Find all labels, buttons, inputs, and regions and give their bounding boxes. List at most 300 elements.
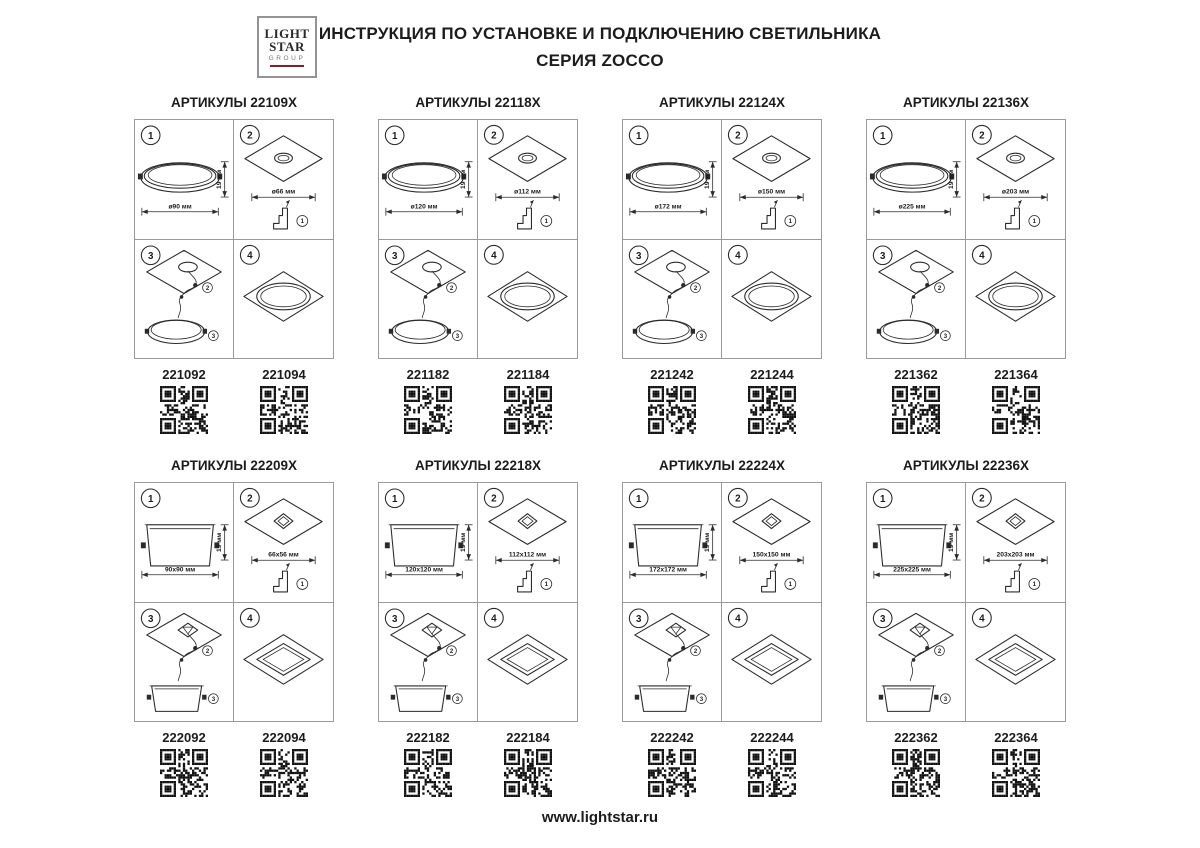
ceiling-profile-icon xyxy=(274,563,308,592)
wiring-connection-diagram xyxy=(379,240,477,359)
svg-text:2: 2 xyxy=(205,648,210,655)
installed-fixture-diagram xyxy=(722,603,821,722)
svg-text:3: 3 xyxy=(699,333,704,340)
square-fixture-icon xyxy=(147,686,207,711)
ceiling-profile-icon xyxy=(1006,200,1040,229)
fixture-dimensions-diagram xyxy=(135,483,233,602)
qr-code xyxy=(160,749,208,797)
step-4-cell xyxy=(234,240,333,359)
round-fixture-icon xyxy=(633,320,695,344)
step-2-cell xyxy=(478,120,577,240)
svg-text:3: 3 xyxy=(455,696,460,703)
svg-text:1: 1 xyxy=(391,493,398,505)
svg-text:1: 1 xyxy=(1032,581,1037,589)
ceiling-profile-icon xyxy=(762,563,796,592)
article-number: 222094 xyxy=(262,730,306,745)
square-hole-icon xyxy=(274,514,293,529)
ceiling-profile-icon xyxy=(518,200,552,229)
round-hole-icon xyxy=(763,153,781,163)
svg-text:1: 1 xyxy=(788,218,793,226)
step-1-cell xyxy=(135,483,234,603)
ceiling-panel-icon xyxy=(732,271,811,320)
wiring-connection-diagram xyxy=(623,603,721,722)
qr-code xyxy=(892,386,940,434)
svg-text:2: 2 xyxy=(937,648,942,655)
wiring-connection-diagram xyxy=(135,240,233,359)
svg-text:3: 3 xyxy=(943,333,948,340)
qr-code xyxy=(160,386,208,434)
svg-text:2: 2 xyxy=(247,493,253,505)
step-1-cell xyxy=(135,120,234,240)
step-2-cell xyxy=(234,120,333,240)
wire-icon xyxy=(178,634,197,681)
installed-square-light-icon xyxy=(745,643,798,675)
ceiling-profile-icon xyxy=(518,563,552,592)
wiring-connection-diagram xyxy=(135,603,233,722)
wire-icon xyxy=(422,271,441,318)
svg-text:225х225 мм: 225х225 мм xyxy=(893,566,931,574)
svg-text:19 мм: 19 мм xyxy=(948,169,956,189)
step-4-cell xyxy=(478,240,577,359)
svg-text:2: 2 xyxy=(449,285,454,292)
svg-text:3: 3 xyxy=(391,250,398,262)
square-fixture-icon xyxy=(635,686,695,711)
ceiling-panel-icon xyxy=(244,634,323,683)
logo-accent-bar xyxy=(270,65,304,67)
svg-text:1: 1 xyxy=(1032,218,1037,226)
svg-text:3: 3 xyxy=(391,613,398,625)
square-fixture-icon xyxy=(879,686,939,711)
article-item xyxy=(491,730,565,797)
article-item xyxy=(879,730,953,797)
square-fixture-side-view-icon xyxy=(385,525,463,566)
ceiling-cutout-diagram xyxy=(234,483,333,602)
ceiling-profile-icon xyxy=(274,200,308,229)
qr-code xyxy=(648,749,696,797)
article-item xyxy=(735,730,809,797)
article-number: 221184 xyxy=(506,367,550,382)
svg-text:3: 3 xyxy=(879,613,886,625)
qr-code xyxy=(648,386,696,434)
wire-icon xyxy=(178,271,197,318)
wiring-connection-diagram xyxy=(379,603,477,722)
installed-fixture-diagram xyxy=(478,603,577,722)
round-fixture-side-view-icon xyxy=(626,163,710,192)
round-fixture-icon xyxy=(389,320,451,344)
installed-round-light-icon xyxy=(257,283,310,310)
title-line-2: СЕРИЯ ZOCCO xyxy=(536,51,664,70)
square-hole-icon xyxy=(1006,514,1025,529)
qr-code xyxy=(260,749,308,797)
qr-code xyxy=(260,386,308,434)
width-dimension xyxy=(874,566,950,578)
round-hole-icon xyxy=(519,153,537,163)
ceiling-panel-icon xyxy=(635,613,709,656)
ceiling-cutout-diagram xyxy=(234,120,333,239)
height-dimension xyxy=(216,525,228,560)
height-dimension xyxy=(948,525,960,560)
hole-dimension xyxy=(496,552,559,564)
installed-fixture-diagram xyxy=(234,603,333,722)
svg-text:19 мм: 19 мм xyxy=(948,532,956,552)
article-number: 221242 xyxy=(650,367,694,382)
svg-text:ø150 мм: ø150 мм xyxy=(757,188,786,196)
installed-fixture-diagram xyxy=(966,603,1065,722)
article-item xyxy=(147,367,221,434)
ceiling-panel-icon xyxy=(879,613,953,656)
hole-dimension xyxy=(740,189,803,201)
article-number: 221362 xyxy=(894,367,938,382)
article-item xyxy=(247,730,321,797)
fixture-dimensions-diagram xyxy=(135,120,233,239)
instruction-panel xyxy=(134,458,334,797)
fixture-dimensions-diagram xyxy=(623,120,721,239)
installed-fixture-diagram xyxy=(966,240,1065,359)
svg-text:2: 2 xyxy=(693,648,698,655)
qr-code xyxy=(748,386,796,434)
ceiling-panel-icon xyxy=(976,634,1055,683)
svg-text:ø90 мм: ø90 мм xyxy=(168,203,192,211)
article-item xyxy=(147,730,221,797)
ceiling-panel-icon xyxy=(147,613,221,656)
step-1-cell xyxy=(867,120,966,240)
svg-text:2: 2 xyxy=(491,493,497,505)
logo-text-light: LIGHT xyxy=(264,25,310,41)
wiring-connection-diagram xyxy=(867,240,965,359)
square-fixture-icon xyxy=(391,686,451,711)
step-3-cell xyxy=(379,240,478,359)
panel-articles-title: АРТИКУЛЫ 22209X xyxy=(171,458,297,473)
qr-code xyxy=(504,749,552,797)
svg-text:90х90 мм: 90х90 мм xyxy=(164,566,196,574)
svg-text:1: 1 xyxy=(879,130,886,142)
ceiling-cutout-diagram xyxy=(966,483,1065,602)
article-number: 221092 xyxy=(162,367,206,382)
qr-code xyxy=(504,386,552,434)
panel-articles-title: АРТИКУЛЫ 22236X xyxy=(903,458,1029,473)
width-dimension xyxy=(386,566,462,578)
article-item xyxy=(635,730,709,797)
step-3-cell xyxy=(867,240,966,359)
svg-text:2: 2 xyxy=(735,493,741,505)
logo-text-group: GROUP xyxy=(268,55,306,63)
round-fixture-side-view-icon xyxy=(138,163,222,192)
round-fixture-icon xyxy=(145,320,207,344)
svg-text:1: 1 xyxy=(788,581,793,589)
step-1-cell xyxy=(379,120,478,240)
svg-text:1: 1 xyxy=(300,581,305,589)
website-url: www.lightstar.ru xyxy=(541,809,659,826)
round-hole-icon xyxy=(275,153,293,163)
qr-code xyxy=(992,749,1040,797)
width-dimension xyxy=(142,203,218,215)
article-number: 222244 xyxy=(750,730,794,745)
ceiling-panel-icon xyxy=(732,634,811,683)
installed-fixture-diagram xyxy=(234,240,333,359)
article-list xyxy=(147,730,321,797)
square-fixture-side-view-icon xyxy=(873,525,951,566)
step-4-cell xyxy=(966,603,1065,722)
svg-text:4: 4 xyxy=(247,250,253,262)
step-3-cell xyxy=(135,603,234,722)
step-3-cell xyxy=(867,603,966,722)
svg-text:4: 4 xyxy=(979,613,985,625)
wiring-connection-diagram xyxy=(867,603,965,722)
qr-code xyxy=(992,386,1040,434)
article-item xyxy=(735,367,809,434)
svg-text:112х112 мм: 112х112 мм xyxy=(508,551,547,559)
article-number: 222362 xyxy=(894,730,938,745)
instruction-panel xyxy=(378,95,578,434)
height-dimension xyxy=(704,162,716,197)
installed-square-light-icon xyxy=(501,643,554,675)
ceiling-panel-icon xyxy=(977,499,1054,545)
svg-text:3: 3 xyxy=(211,696,216,703)
instruction-panel xyxy=(134,95,334,434)
step-2-cell xyxy=(722,483,821,603)
article-item xyxy=(979,367,1053,434)
svg-text:150х150 мм: 150х150 мм xyxy=(752,551,791,559)
svg-text:1: 1 xyxy=(635,493,642,505)
ceiling-profile-icon xyxy=(762,200,796,229)
step-1-cell xyxy=(379,483,478,603)
round-fixture-side-view-icon xyxy=(870,163,954,192)
article-item xyxy=(391,730,465,797)
square-hole-icon xyxy=(762,514,781,529)
step-4-cell xyxy=(722,240,821,359)
step-4-cell xyxy=(722,603,821,722)
svg-text:1: 1 xyxy=(147,493,154,505)
ceiling-panel-icon xyxy=(977,136,1054,182)
article-number: 222092 xyxy=(162,730,206,745)
installation-steps-grid xyxy=(866,482,1066,722)
square-fixture-side-view-icon xyxy=(141,525,219,566)
article-number: 222182 xyxy=(406,730,450,745)
fixture-dimensions-diagram xyxy=(379,483,477,602)
installation-steps-grid xyxy=(622,482,822,722)
article-list xyxy=(147,367,321,434)
round-fixture-icon xyxy=(877,320,939,344)
logo-text-star: STAR xyxy=(269,39,305,54)
installation-steps-grid xyxy=(622,119,822,359)
installed-round-light-icon xyxy=(989,283,1042,310)
article-list xyxy=(879,367,1053,434)
height-dimension xyxy=(948,162,960,197)
fixture-dimensions-diagram xyxy=(623,483,721,602)
step-1-cell xyxy=(623,120,722,240)
step-1-cell xyxy=(867,483,966,603)
step-3-cell xyxy=(623,240,722,359)
ceiling-panel-icon xyxy=(733,499,810,545)
lightstar-logo xyxy=(257,16,317,78)
panel-articles-title: АРТИКУЛЫ 22224X xyxy=(659,458,785,473)
height-dimension xyxy=(704,525,716,560)
panel-articles-title: АРТИКУЛЫ 22136X xyxy=(903,95,1029,110)
step-2-cell xyxy=(722,120,821,240)
fixture-dimensions-diagram xyxy=(867,483,965,602)
svg-text:4: 4 xyxy=(735,250,741,262)
svg-text:19 мм: 19 мм xyxy=(216,169,224,189)
svg-text:19 мм: 19 мм xyxy=(460,169,468,189)
step-3-cell xyxy=(135,240,234,359)
width-dimension xyxy=(874,203,950,215)
step-2-cell xyxy=(234,483,333,603)
article-item xyxy=(491,367,565,434)
round-fixture-side-view-icon xyxy=(382,163,466,192)
article-list xyxy=(879,730,1053,797)
svg-text:3: 3 xyxy=(147,250,154,262)
svg-text:172х172 мм: 172х172 мм xyxy=(649,566,687,574)
svg-text:1: 1 xyxy=(300,218,305,226)
article-list xyxy=(391,367,565,434)
svg-text:19 мм: 19 мм xyxy=(460,532,468,552)
qr-code xyxy=(404,749,452,797)
panels-row-round xyxy=(0,95,1200,434)
panels-row-square xyxy=(0,458,1200,797)
svg-text:3: 3 xyxy=(455,333,460,340)
step-3-cell xyxy=(379,603,478,722)
installed-round-light-icon xyxy=(745,283,798,310)
panel-articles-title: АРТИКУЛЫ 22109X xyxy=(171,95,297,110)
article-number: 221182 xyxy=(406,367,450,382)
article-item xyxy=(635,367,709,434)
svg-text:203х203 мм: 203х203 мм xyxy=(996,551,1035,559)
ceiling-cutout-diagram xyxy=(722,483,821,602)
hole-dimension xyxy=(496,189,559,201)
round-hole-icon xyxy=(1007,153,1025,163)
ceiling-panel-icon xyxy=(489,136,566,182)
ceiling-panel-icon xyxy=(976,271,1055,320)
step-4-cell xyxy=(234,603,333,722)
wire-icon xyxy=(910,271,929,318)
svg-text:19 мм: 19 мм xyxy=(704,169,712,189)
width-dimension xyxy=(142,566,218,578)
height-dimension xyxy=(460,162,472,197)
ceiling-panel-icon xyxy=(489,499,566,545)
svg-text:4: 4 xyxy=(735,613,741,625)
instruction-panel xyxy=(866,458,1066,797)
installation-steps-grid xyxy=(134,482,334,722)
svg-text:2: 2 xyxy=(937,285,942,292)
svg-text:19 мм: 19 мм xyxy=(216,532,224,552)
svg-text:2: 2 xyxy=(449,648,454,655)
step-3-cell xyxy=(623,603,722,722)
svg-text:4: 4 xyxy=(247,613,253,625)
article-number: 221244 xyxy=(750,367,794,382)
installation-steps-grid xyxy=(378,119,578,359)
title-line-1: ИНСТРУКЦИЯ ПО УСТАНОВКЕ И ПОДКЛЮЧЕНИЮ СВЕТИЛЬНИКА xyxy=(318,24,882,43)
svg-text:1: 1 xyxy=(147,130,154,142)
qr-code xyxy=(892,749,940,797)
installed-fixture-diagram xyxy=(722,240,821,359)
article-number: 221364 xyxy=(994,367,1038,382)
svg-text:ø112 мм: ø112 мм xyxy=(514,188,541,196)
height-dimension xyxy=(216,162,228,197)
fixture-dimensions-diagram xyxy=(867,120,965,239)
hole-dimension xyxy=(252,189,315,201)
svg-text:4: 4 xyxy=(491,613,497,625)
installation-steps-grid xyxy=(378,482,578,722)
svg-text:1: 1 xyxy=(635,130,642,142)
wire-icon xyxy=(422,634,441,681)
ceiling-panel-icon xyxy=(245,499,322,545)
instruction-panel xyxy=(866,95,1066,434)
installation-steps-grid xyxy=(866,119,1066,359)
ceiling-profile-icon xyxy=(1006,563,1040,592)
square-fixture-side-view-icon xyxy=(629,525,707,566)
ceiling-panel-icon xyxy=(391,613,465,656)
wire-icon xyxy=(910,634,929,681)
svg-text:ø120 мм: ø120 мм xyxy=(410,203,438,211)
hole-dimension xyxy=(252,552,315,564)
step-4-cell xyxy=(966,240,1065,359)
article-number: 222184 xyxy=(506,730,550,745)
qr-code xyxy=(748,749,796,797)
ceiling-cutout-diagram xyxy=(966,120,1065,239)
svg-text:3: 3 xyxy=(635,613,642,625)
wire-icon xyxy=(666,271,685,318)
instruction-panel xyxy=(622,95,822,434)
svg-text:ø225 мм: ø225 мм xyxy=(898,203,926,211)
ceiling-panel-icon xyxy=(245,136,322,182)
article-number: 222242 xyxy=(650,730,694,745)
article-list xyxy=(635,730,809,797)
panel-articles-title: АРТИКУЛЫ 22118X xyxy=(415,95,541,110)
article-item xyxy=(247,367,321,434)
panel-articles-title: АРТИКУЛЫ 22124X xyxy=(659,95,785,110)
svg-text:1: 1 xyxy=(544,218,549,226)
panel-articles-title: АРТИКУЛЫ 22218X xyxy=(415,458,541,473)
svg-text:3: 3 xyxy=(699,696,704,703)
svg-text:2: 2 xyxy=(693,285,698,292)
width-dimension xyxy=(630,566,706,578)
wire-icon xyxy=(666,634,685,681)
svg-text:3: 3 xyxy=(943,696,948,703)
svg-text:ø203 мм: ø203 мм xyxy=(1001,188,1030,196)
ceiling-cutout-diagram xyxy=(478,483,577,602)
svg-text:1: 1 xyxy=(879,493,886,505)
wiring-connection-diagram xyxy=(623,240,721,359)
svg-text:66х56 мм: 66х56 мм xyxy=(268,551,299,559)
svg-text:1: 1 xyxy=(544,581,549,589)
step-2-cell xyxy=(966,483,1065,603)
instruction-panel xyxy=(622,458,822,797)
installed-round-light-icon xyxy=(501,283,554,310)
ceiling-panel-icon xyxy=(488,271,567,320)
ceiling-panel-icon xyxy=(733,136,810,182)
ceiling-panel-icon xyxy=(488,634,567,683)
svg-text:3: 3 xyxy=(879,250,886,262)
step-1-cell xyxy=(623,483,722,603)
article-number: 222364 xyxy=(994,730,1038,745)
svg-text:2: 2 xyxy=(735,130,741,142)
ceiling-cutout-diagram xyxy=(722,120,821,239)
ceiling-panel-icon xyxy=(244,271,323,320)
svg-text:120х120 мм: 120х120 мм xyxy=(405,566,443,574)
svg-text:2: 2 xyxy=(979,493,985,505)
article-list xyxy=(391,730,565,797)
installed-square-light-icon xyxy=(257,643,310,675)
article-list xyxy=(635,367,809,434)
square-hole-icon xyxy=(518,514,537,529)
height-dimension xyxy=(460,525,472,560)
qr-code xyxy=(404,386,452,434)
svg-text:3: 3 xyxy=(147,613,154,625)
svg-text:2: 2 xyxy=(247,130,253,142)
instruction-panel xyxy=(378,458,578,797)
installation-steps-grid xyxy=(134,119,334,359)
width-dimension xyxy=(386,203,462,215)
